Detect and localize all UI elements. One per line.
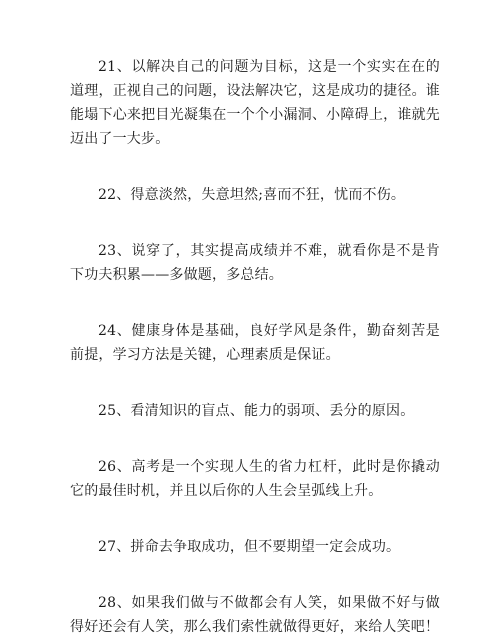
paragraph-28: 28、如果我们做与不做都会有人笑，如果做不好与做得好还会有人笑，那么我们索性就做得更好，来给人笑吧！ bbox=[70, 595, 440, 635]
paragraph-25: 25、看清知识的盲点、能力的弱项、丢分的原因。 bbox=[98, 403, 415, 419]
paragraph-23: 23、说穿了，其实提高成绩并不难，就看你是不是肯下功夫积累——多做题，多总结。 bbox=[70, 243, 440, 283]
paragraph-22: 22、得意淡然，失意坦然;喜而不狂，忧而不伤。 bbox=[98, 187, 406, 203]
paragraph-27: 27、拼命去争取成功，但不要期望一定会成功。 bbox=[98, 539, 401, 555]
paragraph-24: 24、健康身体是基础，良好学风是条件，勤奋刻苦是前提，学习方法是关键，心理素质是保证。 bbox=[70, 323, 440, 363]
document-body bbox=[70, 55, 440, 639]
paragraph-21: 21、以解决自己的问题为目标，这是一个实实在在的道理，正视自己的问题，设法解决它，这是成功的捷径。谁能塌下心来把目光凝集在一个个小漏洞、小障碍上，谁就先迈出了一大步。 bbox=[70, 59, 440, 147]
paragraph-26: 26、高考是一个实现人生的省力杠杆，此时是你撬动它的最佳时机，并且以后你的人生会呈弧线上升。 bbox=[70, 459, 440, 499]
